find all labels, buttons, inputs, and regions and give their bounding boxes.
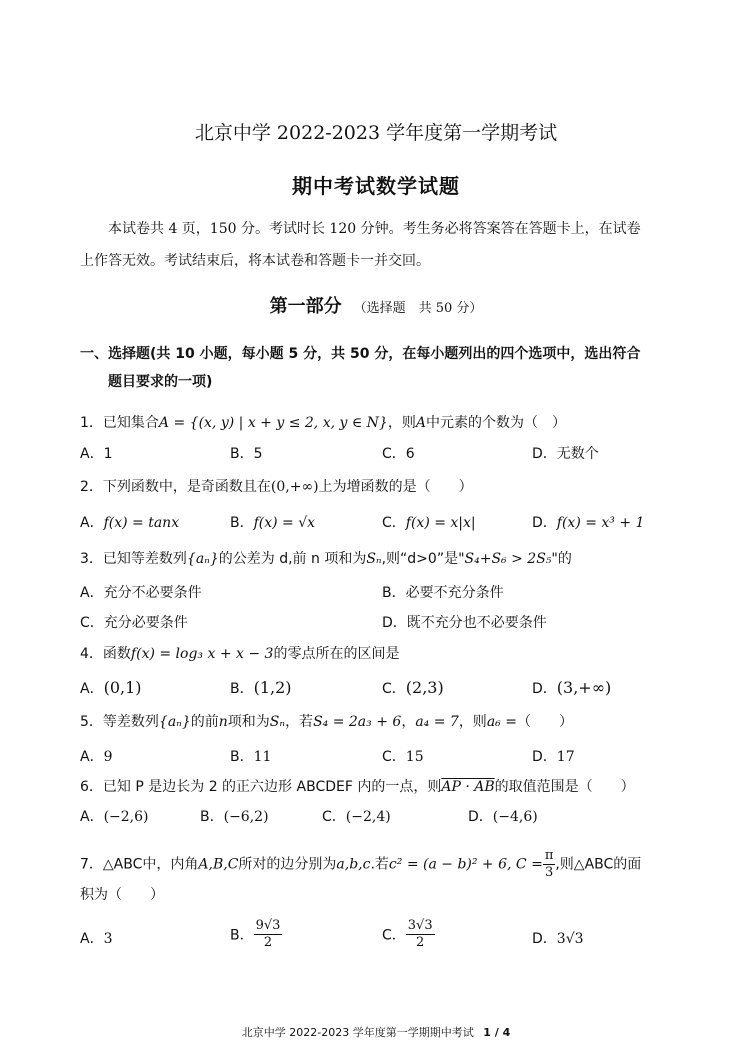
question-2-option-d: D．f(x) = x³ + 1	[532, 515, 645, 531]
section-heading-line-2: 题目要求的一项)	[108, 374, 213, 390]
question-4-option-d: D．(3,+∞)	[532, 678, 612, 697]
section-heading-line-1: 一、选择题(共 10 小题，每小题 5 分，共 50 分，在每小题列出的四个选项中，选出符合	[80, 346, 641, 362]
question-1-option-a: A．1	[80, 446, 113, 462]
question-7-option-b: B． $\frac{9√3}{2}$	[230, 918, 281, 950]
question-2-option-c: C．f(x) = x|x|	[382, 515, 476, 531]
question-2-stem: 2．下列函数中，是奇函数且在(0,+∞)上为增函数的是（ ）	[80, 479, 473, 495]
question-3-option-a: A．充分不必要条件	[80, 585, 202, 601]
fraction-pi-over-3: $\frac{\pi}{3}$	[544, 848, 554, 880]
question-1-option-d: D．无数个	[532, 446, 599, 462]
exam-subtitle: 期中考试数学试题	[292, 174, 460, 198]
question-7-stem: 7．△ABC中，内角A,B,C所对的边分别为a,b,c.若c² = (a − b)² + 6, C = $\frac{\pi}{3}$ ,则△ABC的面	[80, 848, 642, 880]
question-3-option-d: D．既不充分也不必要条件	[382, 615, 547, 631]
question-1-option-c: C．6	[382, 446, 415, 462]
question-5-option-b: B．11	[230, 749, 272, 765]
question-1-option-b: B．5	[230, 446, 263, 462]
footer-text: 北京中学 2022-2023 学年度第一学期期中考试	[241, 1026, 474, 1039]
question-3-stem: 3．已知等差数列{aₙ}的公差为 d,前 n 项和为Sₙ,则“d>0”是"S₄+S₆ > 2S₅"的	[80, 551, 572, 567]
question-4-stem: 4．函数f(x) = log₃ x + x − 3的零点所在的区间是	[80, 646, 400, 662]
question-6-option-d: D．(−4,6)	[468, 809, 538, 825]
page-footer	[0, 1024, 752, 1040]
question-6-option-a: A．(−2,6)	[80, 809, 149, 825]
exam-title: 北京中学 2022-2023 学年度第一学期考试	[194, 122, 558, 144]
question-3-option-b: B．必要不充分条件	[382, 585, 504, 601]
intro-line-2: 上作答无效。考试结束后，将本试卷和答题卡一并交回。	[80, 253, 430, 269]
question-6-option-c: C．(−2,4)	[322, 809, 391, 825]
question-7-stem-line-2: 积为（ ）	[80, 887, 164, 903]
question-5-stem: 5．等差数列{aₙ}的前n项和为Sₙ，若S₄ = 2a₃ + 6，a₄ = 7，则a₆ =（ ）	[80, 714, 573, 730]
question-5-option-d: D．17	[532, 749, 575, 765]
question-6-stem: 6．已知 P 是边长为 2 的正六边形 ABCDEF 内的一点，则AP · AB的取值范围是（ ）	[80, 779, 635, 795]
part-heading	[0, 292, 752, 318]
question-3-option-c: C．充分必要条件	[80, 615, 188, 631]
question-7-option-a: A．3	[80, 931, 113, 947]
question-6-option-b: B．(−6,2)	[200, 809, 269, 825]
question-7-option-c: C． $\frac{3√3}{2}$	[382, 918, 433, 950]
page-number: 1 / 4	[483, 1026, 511, 1039]
question-2-option-a: A．f(x) = tanx	[80, 515, 180, 531]
intro-line-1: 本试卷共 4 页，150 分。考试时长 120 分钟。考生务必将答案答在答题卡上，在试卷	[108, 221, 641, 237]
question-2-option-b: B．f(x) = √x	[230, 515, 316, 531]
question-4-option-b: B．(1,2)	[230, 678, 292, 697]
question-4-option-c: C．(2,3)	[382, 678, 444, 697]
question-4-option-a: A．(0,1)	[80, 678, 142, 697]
part-subtitle: （选择题 共 50 分）	[353, 301, 483, 316]
question-5-option-c: C．15	[382, 749, 424, 765]
question-7-option-d: D．3√3	[532, 931, 584, 947]
question-5-option-a: A．9	[80, 749, 113, 765]
question-1-stem: 1．已知集合A = {(x, y) | x + y ≤ 2, x, y ∈ N}，则A中元素的个数为（ ）	[80, 415, 566, 431]
part-title: 第一部分	[269, 296, 342, 317]
